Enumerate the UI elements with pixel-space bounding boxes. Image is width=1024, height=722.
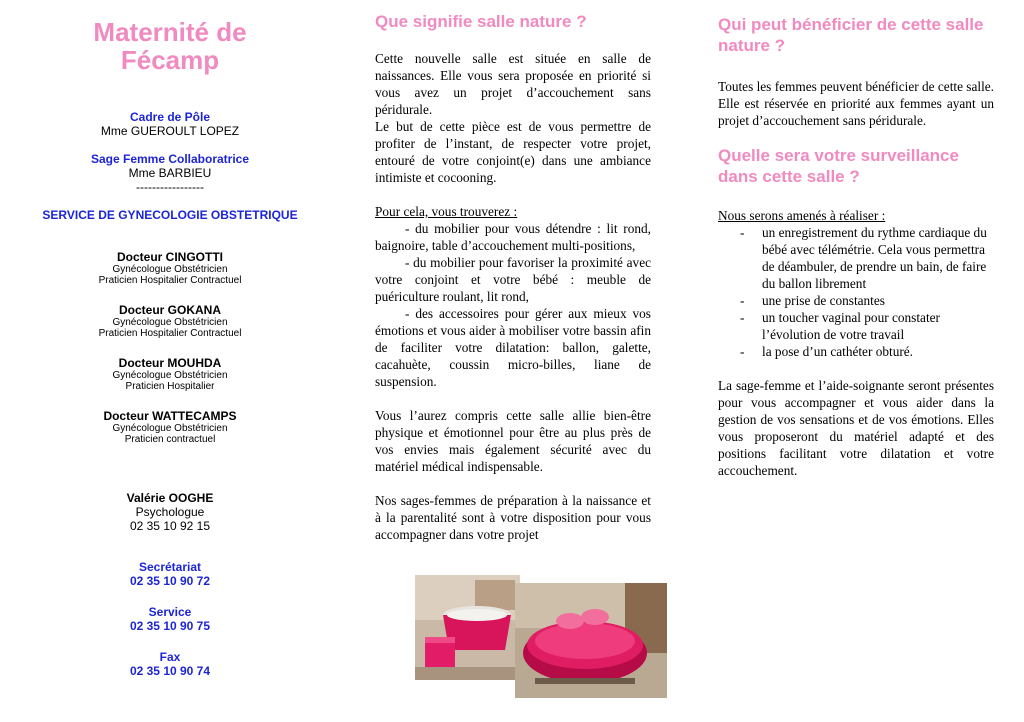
right-heading-1: Qui peut bénéficier de cette salle nature ? <box>718 15 984 55</box>
contact-label: Fax <box>159 650 181 664</box>
doctor-role: Gynécologue Obstétricien <box>112 317 228 328</box>
service-title: SERVICE DE GYNECOLOGIE OBSTETRIQUE <box>42 208 298 222</box>
contact-phone: 02 35 10 90 74 <box>129 664 211 678</box>
doctor-name: Docteur GOKANA <box>118 303 221 317</box>
psychologist-block <box>0 491 340 533</box>
middle-panel <box>375 0 651 543</box>
cadre-name: Mme GUEROULT LOPEZ <box>100 124 240 138</box>
right-list-item-text: un enregistrement du rythme cardiaque du bébé avec télémétrie. Cela vous permettra de déambuler, de prendre un bain, de faire du ballon librement <box>762 225 987 291</box>
doctor-list <box>0 250 340 462</box>
middle-list-item: - des accessoires pour gérer aux mieux vos émotions et vous aider à mobiliser votre bassin afin de faciliter votre dilatation: ballon, galette, cacahuète, coussin micro-billes, liane de suspension. <box>375 306 651 389</box>
sage-name: Mme BARBIEU <box>128 166 212 180</box>
round-bed-photo <box>515 583 667 698</box>
middle-para-3: Vous l’aurez compris cette salle allie bien-être physique et émotionnel pour être au plus près de vos envies mais également sécurité avec du matériel médical indispensable. <box>375 408 651 474</box>
contact-list <box>0 560 340 695</box>
doctor-status: Praticien Hospitalier Contractuel <box>98 328 242 339</box>
right-panel <box>718 0 994 479</box>
doctor-role: Gynécologue Obstétricien <box>112 423 228 434</box>
bathtub-photo <box>415 575 520 680</box>
title-line-1: Maternité de <box>93 17 247 47</box>
doctor-status: Praticien contractuel <box>124 434 216 445</box>
psy-name: Valérie OOGHE <box>126 491 214 505</box>
right-list-item <box>718 309 994 343</box>
separator: ----------------- <box>136 180 204 194</box>
middle-para-1: Cette nouvelle salle est située en salle de naissances. Elle vous sera proposée en priorité si vous avez un projet d’accouchement sans péridurale. <box>375 51 651 117</box>
maternity-title <box>0 18 340 74</box>
contact-label: Secrétariat <box>138 560 202 574</box>
doctor-entry <box>0 409 340 462</box>
cadre-title: Cadre de Pôle <box>129 110 211 124</box>
doctor-status: Praticien Hospitalier <box>125 381 215 392</box>
doctor-entry <box>0 250 340 303</box>
bullet-dash: - <box>740 310 745 325</box>
doctor-name: Docteur WATTECAMPS <box>103 409 237 423</box>
staff-block <box>0 110 340 194</box>
bullet-dash: - <box>740 344 745 359</box>
right-list-item-text: une prise de constantes <box>762 293 885 308</box>
psy-role: Psychologue <box>135 505 205 519</box>
contact-entry <box>0 605 340 650</box>
contact-label: Service <box>148 605 192 619</box>
middle-para-4: Nos sages-femmes de préparation à la naissance et à la parentalité sont à votre disposition pour vous accompagner dans votre projet <box>375 493 651 542</box>
psy-phone: 02 35 10 92 15 <box>129 519 211 533</box>
doctor-entry <box>0 356 340 409</box>
doctor-status: Praticien Hospitalier Contractuel <box>98 275 242 286</box>
contact-entry <box>0 560 340 605</box>
doctor-entry <box>0 303 340 356</box>
contact-phone: 02 35 10 90 72 <box>129 574 211 588</box>
right-para-1: Toutes les femmes peuvent bénéficier de cette salle. Elle est réservée en priorité aux femmes ayant un projet d’accouchement sans péridurale. <box>718 79 994 128</box>
title-line-2: Fécamp <box>120 45 220 75</box>
right-para-2: La sage-femme et l’aide-soignante seront présentes pour vous accompagner et vous aider dans la gestion de vos sensations et de vos émotions. Elles vous proposeront du matériel adapté et des positions facilitant votre dilatation et votre accouchement. <box>718 378 994 478</box>
right-list-intro: Nous serons amenés à réaliser : <box>718 208 886 223</box>
doctor-role: Gynécologue Obstétricien <box>112 264 228 275</box>
right-heading-2: Quelle sera votre surveillance dans cette salle ? <box>718 146 959 186</box>
middle-list-item: - du mobilier pour favoriser la proximité avec votre conjoint et votre bébé : meuble de puériculture roulant, lit rond, <box>375 255 651 304</box>
middle-list-intro: Pour cela, vous trouverez : <box>375 204 518 219</box>
doctor-name: Docteur MOUHDA <box>118 356 222 370</box>
bullet-dash: - <box>740 293 745 308</box>
doctor-name: Docteur CINGOTTI <box>116 250 223 264</box>
right-list-item <box>718 224 994 292</box>
middle-list-item: - du mobilier pour vous détendre : lit rond, baignoire, table d’accouchement multi-positions, <box>375 221 651 253</box>
contact-entry <box>0 650 340 695</box>
bullet-dash: - <box>740 225 745 240</box>
middle-para-2: Le but de cette pièce est de vous permettre de profiter de l’instant, de respecter votre projet, entouré de votre conjoint(e) dans une ambiance intimiste et cocooning. <box>375 119 651 185</box>
contact-phone: 02 35 10 90 75 <box>129 619 211 633</box>
middle-heading: Que signifie salle nature ? <box>375 12 587 31</box>
right-list-item-text: un toucher vaginal pour constater l’évolution de votre travail <box>762 310 940 342</box>
doctor-role: Gynécologue Obstétricien <box>112 370 228 381</box>
sage-title: Sage Femme Collaboratrice <box>90 152 250 166</box>
right-list-item <box>718 343 994 360</box>
right-list-item <box>718 292 994 309</box>
right-list-item-text: la pose d’un cathéter obturé. <box>762 344 914 359</box>
